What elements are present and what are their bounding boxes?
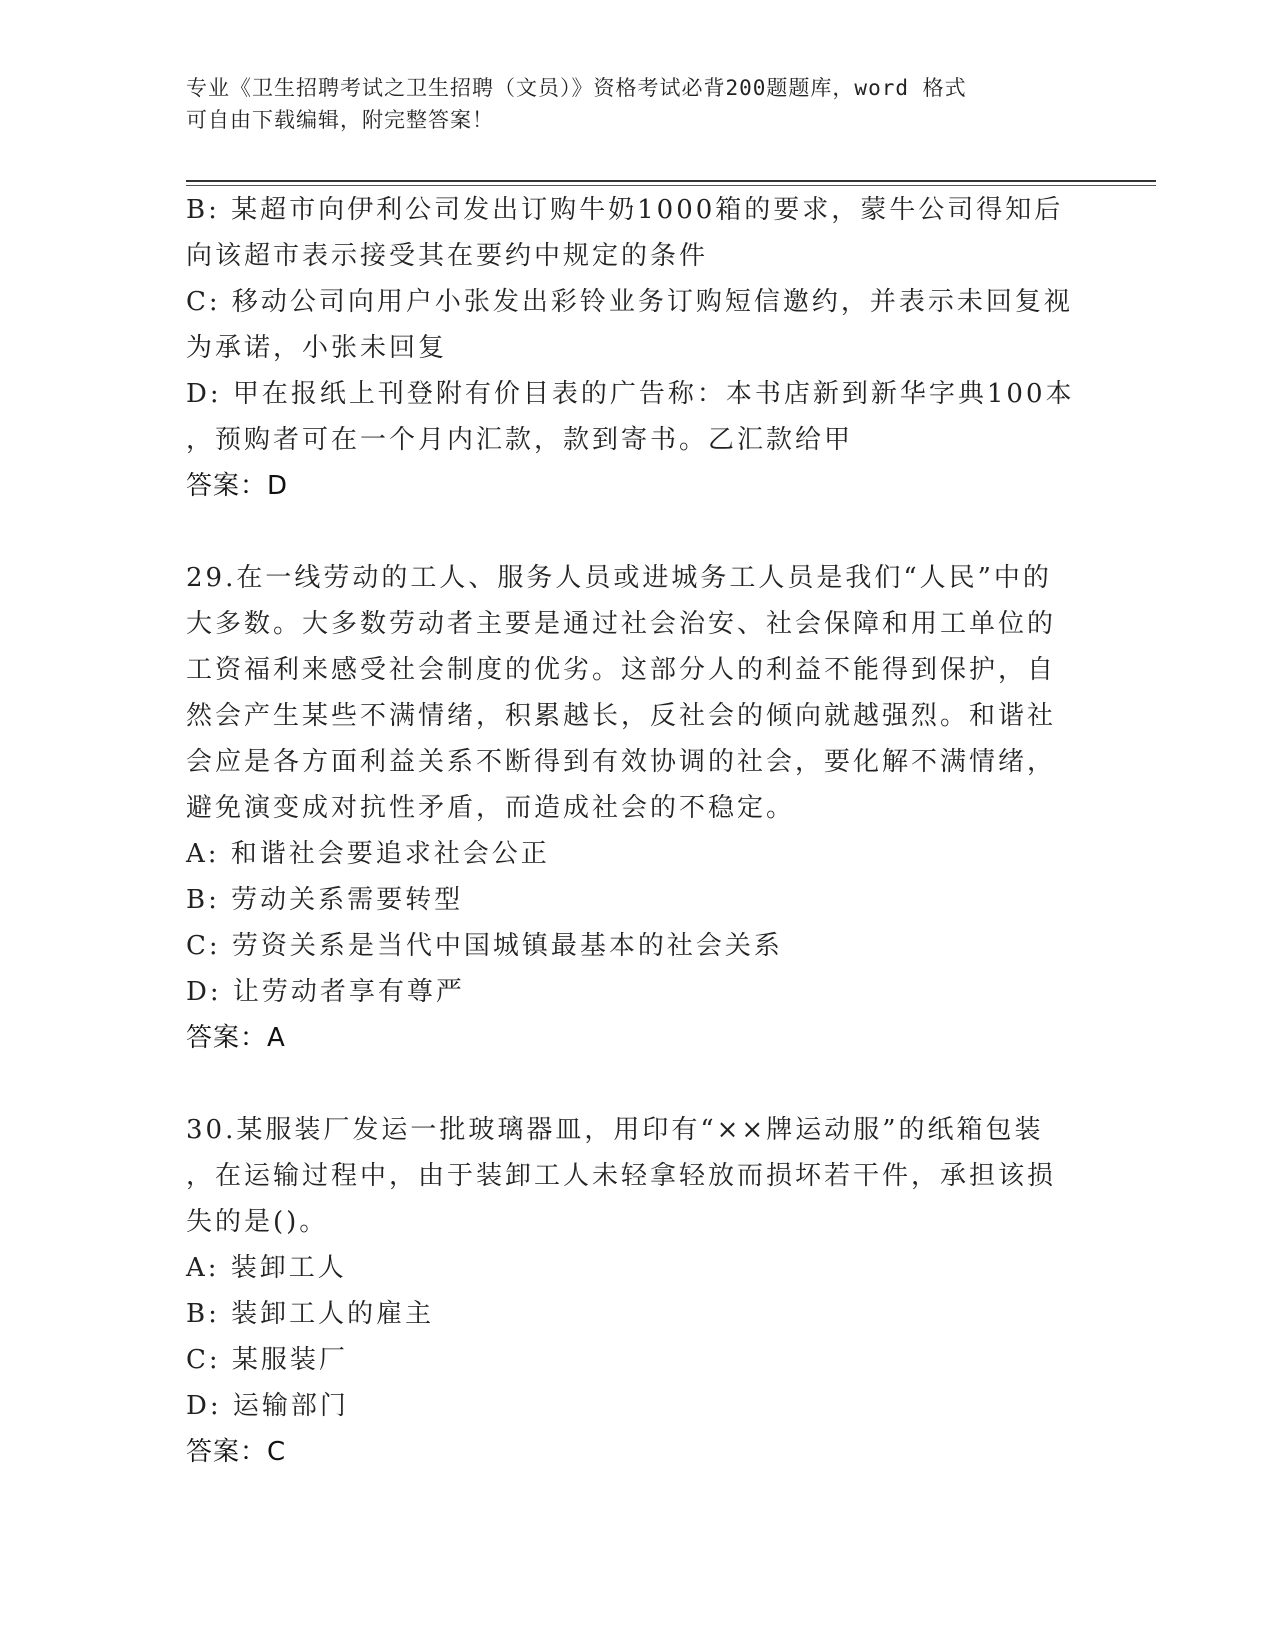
option-d-line-2: ，预购者可在一个月内汇款，款到寄书。乙汇款给甲: [186, 425, 854, 455]
option-a: A: 装卸工人: [186, 1253, 347, 1283]
question-stem-line-3: 失的是()。: [186, 1207, 329, 1237]
question-stem-line-2: ，在运输过程中，由于装卸工人未轻拿轻放而损坏若干件，承担该损: [186, 1161, 1057, 1191]
option-b: B: 劳动关系需要转型: [186, 885, 464, 915]
document-header: [186, 72, 1086, 136]
question-stem-line-1: 30.某服装厂发运一批玻璃器皿，用印有“××牌运动服”的纸箱包装: [186, 1115, 1044, 1145]
question-stem-line-3: 工资福利来感受社会制度的优劣。这部分人的利益不能得到保护，自: [186, 655, 1057, 685]
header-title-line-1: 专业《卫生招聘考试之卫生招聘（文员）》资格考试必背200题题库，word 格式: [186, 76, 967, 100]
question-28-block: [186, 187, 1086, 509]
question-stem-line-5: 会应是各方面利益关系不断得到有效协调的社会，要化解不满情绪，: [186, 747, 1057, 777]
option-c-line-1: C: 移动公司向用户小张发出彩铃业务订购短信邀约，并表示未回复视: [186, 287, 1073, 317]
header-divider-thin: [186, 185, 1156, 186]
header-title-line-2: 可自由下载编辑，附完整答案！: [186, 108, 494, 132]
option-a: A: 和谐社会要追求社会公正: [186, 839, 550, 869]
document-body: [186, 187, 1086, 1475]
question-29-block: [186, 555, 1086, 1061]
option-c-line-2: 为承诺，小张未回复: [186, 333, 448, 363]
option-b: B: 装卸工人的雇主: [186, 1299, 435, 1329]
option-d: D: 让劳动者享有尊严: [186, 977, 465, 1007]
answer-label: 答案：A: [186, 1023, 286, 1053]
option-d-line-1: D: 甲在报纸上刊登附有价目表的广告称：本书店新到新华字典100本: [186, 379, 1075, 409]
answer-label: 答案：C: [186, 1437, 287, 1467]
question-30-block: [186, 1107, 1086, 1475]
question-stem-line-6: 避免演变成对抗性矛盾，而造成社会的不稳定。: [186, 793, 796, 823]
option-b-line-1: B: 某超市向伊利公司发出订购牛奶1000箱的要求，蒙牛公司得知后: [186, 195, 1064, 225]
option-d: D: 运输部门: [186, 1391, 349, 1421]
answer-label: 答案：D: [186, 471, 289, 501]
option-c: C: 劳资关系是当代中国城镇最基本的社会关系: [186, 931, 783, 961]
header-divider-thick: [186, 180, 1156, 182]
option-b-line-2: 向该超市表示接受其在要约中规定的条件: [186, 241, 709, 271]
option-c: C: 某服装厂: [186, 1345, 348, 1375]
question-stem-line-1: 29.在一线劳动的工人、服务人员或进城务工人员是我们“人民”中的: [186, 563, 1052, 593]
spacer: [186, 509, 1086, 555]
spacer: [186, 1061, 1086, 1107]
question-stem-line-4: 然会产生某些不满情绪，积累越长，反社会的倾向就越强烈。和谐社: [186, 701, 1057, 731]
question-stem-line-2: 大多数。大多数劳动者主要是通过社会治安、社会保障和用工单位的: [186, 609, 1057, 639]
